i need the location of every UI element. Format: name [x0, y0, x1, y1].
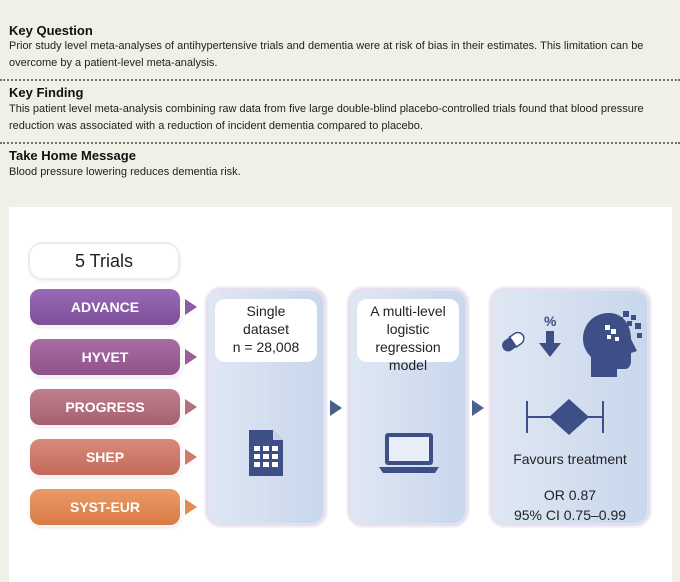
pill-icon [499, 329, 527, 355]
key-finding-section [0, 80, 680, 142]
percent-symbol: % [544, 313, 557, 329]
trial-progress: PROGRESS [30, 389, 180, 425]
trial-arrow [185, 299, 197, 315]
model-line-3: regression model [375, 339, 441, 373]
forest-plot-diamond-icon [523, 397, 619, 437]
key-finding-line-2: reduction was associated with a reduction of incident dementia compared to placebo. [9, 120, 423, 132]
key-finding-line-1: This patient level meta-analysis combining raw data from five large double-blind placebo-controlled trials found that blood pressure [9, 103, 644, 115]
dataset-line-1: Single [246, 303, 286, 319]
trial-arrow [185, 349, 197, 365]
trials-title-box [30, 244, 178, 278]
dataset-line-3: n = 28,008 [232, 339, 300, 355]
take-home-line-1: Blood pressure lowering reduces dementia risk. [9, 166, 241, 178]
model-line-2: logistic [386, 321, 430, 337]
model-column [351, 291, 465, 523]
flow-arrow [472, 400, 484, 416]
dataset-column [209, 291, 323, 523]
take-home-section [0, 143, 680, 183]
result-column [493, 291, 647, 523]
flow-arrow [330, 400, 342, 416]
favours-treatment-text: Favours treatment [513, 451, 627, 467]
down-arrow-icon [539, 331, 561, 357]
trial-advance: ADVANCE [30, 289, 180, 325]
key-finding-heading: Key Finding [9, 85, 84, 100]
model-label-box [357, 299, 459, 373]
trials-title: 5 Trials [74, 251, 134, 271]
confidence-interval-text: 95% CI 0.75–0.99 [513, 507, 627, 523]
odds-ratio-text: OR 0.87 [543, 487, 597, 503]
model-line-1: A multi-level [370, 303, 446, 319]
trial-arrow [185, 499, 197, 515]
trial-syst-eur: SYST-EUR [30, 489, 180, 525]
trial-hyvet: HYVET [30, 339, 180, 375]
key-question-heading: Key Question [9, 23, 93, 38]
spreadsheet-document-icon [247, 428, 285, 478]
take-home-heading: Take Home Message [9, 148, 136, 163]
key-question-line-1: Prior study level meta-analyses of antihypertensive trials and dementia were at risk of bias in their estimates. This limitation can be [9, 40, 644, 52]
dataset-label-box [215, 299, 317, 362]
diagram-panel [9, 207, 672, 582]
trial-arrow [185, 449, 197, 465]
trial-shep: SHEP [30, 439, 180, 475]
dataset-line-2: dataset [243, 321, 289, 337]
head-puzzle-icon [579, 307, 645, 379]
laptop-icon [379, 431, 439, 475]
key-question-section [0, 0, 680, 80]
key-question-line-2: overcome by a patient-level meta-analysis. [9, 57, 218, 69]
trial-arrow [185, 399, 197, 415]
